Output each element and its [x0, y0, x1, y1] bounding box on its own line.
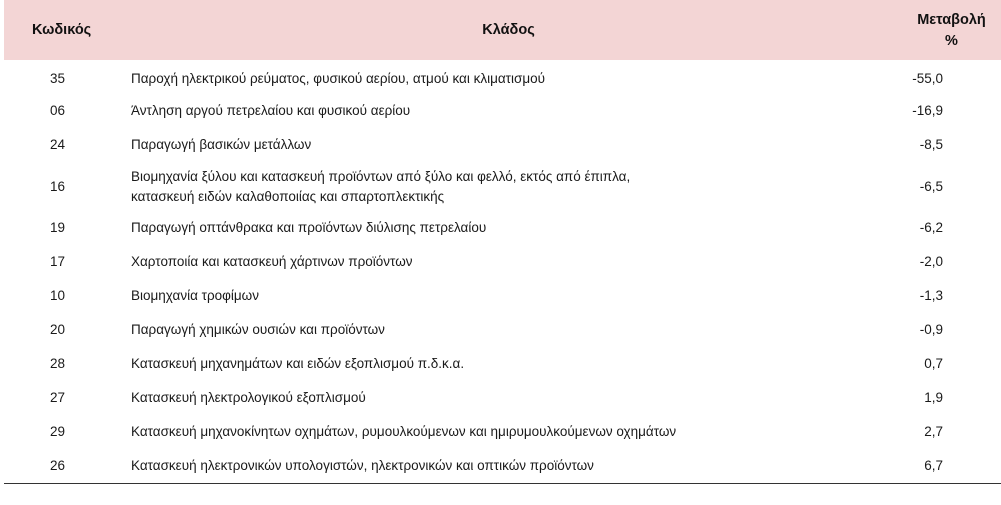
table-body [4, 60, 1001, 483]
cell-change: -6,2 [919, 220, 943, 235]
data-table-container [4, 0, 1001, 484]
header-branch: Κλάδος [482, 22, 535, 38]
table-row [4, 60, 1001, 94]
table-row [4, 415, 1001, 449]
cell-code: 29 [49, 424, 66, 439]
table-row [4, 449, 1001, 483]
cell-code: 26 [49, 457, 66, 473]
cell-branch: Βιομηχανία τροφίμων [131, 288, 259, 303]
sector-change-table [4, 0, 1001, 484]
cell-code: 16 [49, 178, 66, 194]
cell-code: 28 [49, 356, 66, 371]
table-header [4, 0, 1001, 60]
cell-branch: Κατασκευή ηλεκτρολογικού εξοπλισμού [131, 390, 366, 405]
header-row [4, 0, 1001, 60]
table-row [4, 347, 1001, 381]
cell-change: -8,5 [919, 137, 943, 152]
table-row [4, 245, 1001, 279]
header-change-line2: % [945, 33, 958, 49]
cell-code: 20 [49, 322, 66, 337]
table-row [4, 279, 1001, 313]
cell-code: 19 [49, 220, 66, 235]
cell-change: 6,7 [924, 457, 943, 473]
table-row [4, 128, 1001, 162]
cell-branch: Κατασκευή μηχανημάτων και ειδών εξοπλισμού π.δ.κ.α. [131, 356, 465, 371]
cell-change: 0,7 [924, 356, 943, 371]
cell-code: 17 [49, 254, 66, 269]
cell-code: 35 [49, 71, 66, 86]
cell-branch: Κατασκευή ηλεκτρονικών υπολογιστών, ηλεκτρονικών και οπτικών προϊόντων [131, 457, 594, 473]
cell-branch: Παραγωγή οπτάνθρακα και προϊόντων διύλισης πετρελαίου [131, 220, 487, 235]
cell-change: 2,7 [924, 424, 943, 439]
header-change-line1: Μεταβολή [917, 12, 986, 28]
table-row [4, 381, 1001, 415]
cell-code: 06 [49, 103, 66, 118]
header-code: Κωδικός [32, 22, 92, 38]
header-change [902, 0, 1001, 60]
cell-branch: Χαρτοποιία και κατασκευή χάρτινων προϊόντων [131, 254, 413, 269]
cell-change: -6,5 [919, 178, 943, 194]
cell-change: -55,0 [912, 71, 943, 86]
table-row [4, 313, 1001, 347]
cell-branch: Παροχή ηλεκτρικού ρεύματος, φυσικού αερίου, ατμού και κλιματισμού [131, 71, 546, 86]
cell-change: -16,9 [912, 103, 943, 118]
cell-code: 24 [49, 137, 66, 152]
cell-branch [115, 162, 902, 211]
cell-branch: Κατασκευή μηχανοκίνητων οχημάτων, ρυμουλκούμενων και ημιρυμουλκούμενων οχημάτων [131, 424, 677, 439]
cell-branch: Άντληση αργού πετρελαίου και φυσικού αερίου [131, 103, 411, 118]
cell-change: -0,9 [919, 322, 943, 337]
cell-change: 1,9 [924, 390, 943, 405]
cell-branch-line1: Βιομηχανία ξύλου και κατασκευή προϊόντων από ξύλο και φελλό, εκτός από έπιπλα, [131, 168, 631, 184]
cell-branch: Παραγωγή βασικών μετάλλων [131, 137, 312, 152]
table-row [4, 162, 1001, 211]
cell-branch: Παραγωγή χημικών ουσιών και προϊόντων [131, 322, 385, 337]
cell-change: -1,3 [919, 288, 943, 303]
cell-change: -2,0 [919, 254, 943, 269]
table-row [4, 94, 1001, 128]
cell-branch-line2: κατασκευή ειδών καλαθοποιίας και σπαρτοπλεκτικής [131, 188, 445, 204]
table-row [4, 211, 1001, 245]
cell-code: 10 [49, 288, 66, 303]
cell-code: 27 [49, 390, 66, 405]
